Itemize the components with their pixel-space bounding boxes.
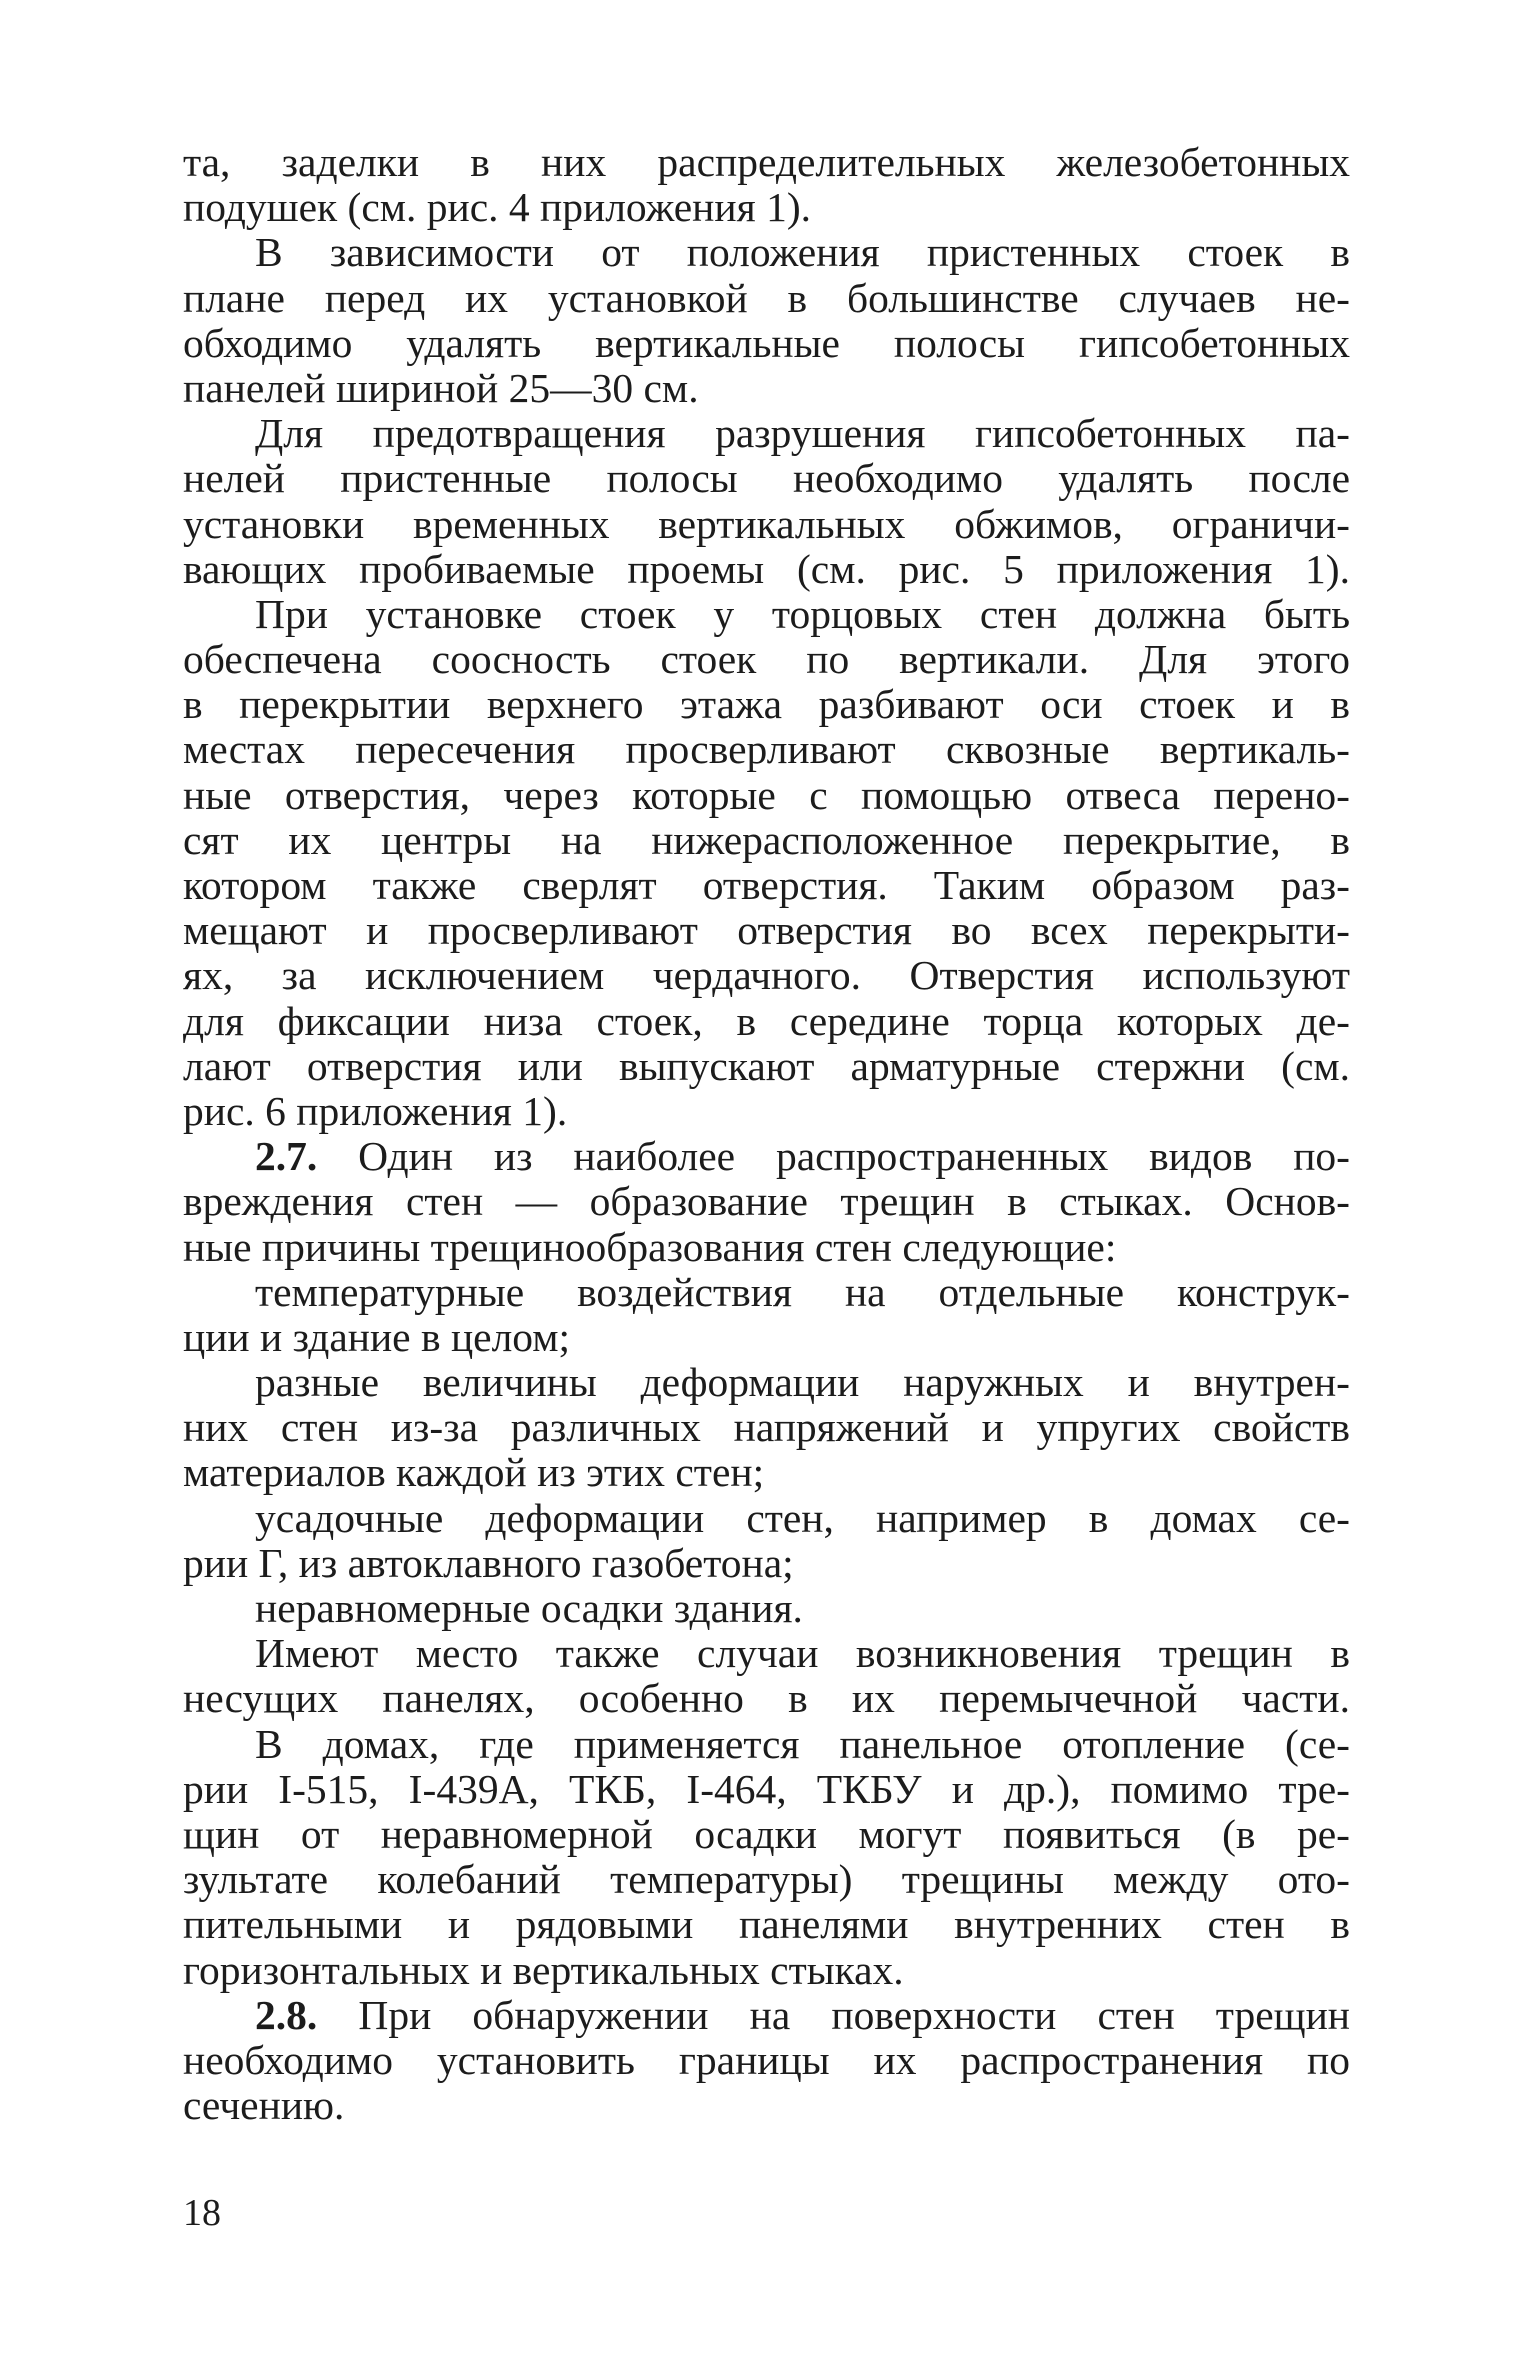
line-text: При установке стоек у торцовых стен должна быть: [255, 590, 1350, 637]
text-line: [183, 1948, 1350, 1993]
text-line: [183, 1450, 1350, 1495]
line-text: Для предотвращения разрушения гипсобетонных па-: [255, 410, 1350, 457]
text-line: [183, 276, 1350, 321]
line-text: рии Г, из автоклавного газобетона;: [183, 1539, 794, 1586]
text-line: [183, 1496, 1350, 1541]
line-text: разные величины деформации наружных и внутрен-: [255, 1359, 1350, 1406]
text-line: [183, 727, 1350, 772]
line-text: При обнаружении на поверхности стен трещин: [317, 1991, 1350, 2038]
text-line: [183, 637, 1350, 682]
text-line: [183, 1179, 1350, 1224]
line-text: нелей пристенные полосы необходимо удалять после: [183, 455, 1350, 502]
line-text: усадочные деформации стен, например в домах се-: [255, 1494, 1350, 1541]
line-text: материалов каждой из этих стен;: [183, 1449, 765, 1496]
text-line: [183, 502, 1350, 547]
section-number: 2.7.: [255, 1133, 318, 1180]
text-line: [183, 1902, 1350, 1947]
text-line: [183, 1812, 1350, 1857]
line-text: сят их центры на нижерасположенное перекрытие, в: [183, 816, 1350, 863]
text-line: [183, 1993, 1350, 2038]
text-line: [183, 1676, 1350, 1721]
text-line: [183, 1044, 1350, 1089]
line-text: ях, за исключением чердачного. Отверстия используют: [183, 952, 1350, 999]
line-text: Один из наиболее распространенных видов по-: [317, 1133, 1350, 1180]
line-text: ции и здание в целом;: [183, 1313, 571, 1360]
line-text: щин от неравномерной осадки могут появиться (в ре-: [183, 1810, 1350, 1857]
line-text: обеспечена соосность стоек по вертикали. Для этого: [183, 636, 1350, 683]
text-line: [183, 1405, 1350, 1450]
line-text: Имеют место также случаи возникновения трещин в: [255, 1630, 1350, 1677]
section-number: 2.8.: [255, 1991, 318, 2038]
text-line: [183, 1225, 1350, 1270]
text-line: [183, 1722, 1350, 1767]
text-line: [183, 366, 1350, 411]
line-text: установки временных вертикальных обжимов, ограничи-: [183, 500, 1350, 547]
page-number: 18: [183, 2192, 221, 2234]
text-line: [183, 1857, 1350, 1902]
line-text: местах пересечения просверливают сквозные вертикаль-: [183, 726, 1350, 773]
text-line: [183, 230, 1350, 275]
text-line: [183, 592, 1350, 637]
text-line: [183, 1134, 1350, 1179]
line-text: необходимо установить границы их распространения по: [183, 2036, 1350, 2083]
line-text: для фиксации низа стоек, в середине торца которых де-: [183, 997, 1350, 1044]
line-text: рис. 6 приложения 1).: [183, 1087, 568, 1134]
text-line: [183, 773, 1350, 818]
text-line: [183, 1315, 1350, 1360]
text-line: [183, 863, 1350, 908]
text-line: [183, 953, 1350, 998]
text-line: [183, 321, 1350, 366]
text-line: [183, 140, 1350, 185]
text-line: [183, 547, 1350, 592]
text-line: [183, 1586, 1350, 1631]
text-line: [183, 818, 1350, 863]
line-text: вреждения стен — образование трещин в стыках. Основ-: [183, 1178, 1350, 1225]
line-text: котором также сверлят отверстия. Таким образом раз-: [183, 862, 1350, 908]
text-line: [183, 2038, 1350, 2083]
text-line: [183, 1360, 1350, 1405]
line-text: рии I-515, I-439А, ТКБ, I-464, ТКБУ и др.), помимо тре-: [183, 1765, 1350, 1812]
line-text: сечению.: [183, 2082, 345, 2129]
text-line: [183, 1089, 1350, 1134]
line-text: панелей шириной 25—30 см.: [183, 364, 699, 411]
line-text: лают отверстия или выпускают арматурные стержни (см.: [183, 1042, 1350, 1089]
text-line: [183, 999, 1350, 1044]
line-text: горизонтальных и вертикальных стыках.: [183, 1946, 904, 1993]
text-line: [183, 908, 1350, 953]
line-text: в перекрытии верхнего этажа разбивают оси стоек и в: [183, 681, 1350, 728]
line-text: подушек (см. рис. 4 приложения 1).: [183, 184, 812, 231]
line-text: ные причины трещинообразования стен следующие:: [183, 1223, 1117, 1270]
line-text: В домах, где применяется панельное отопление (се-: [255, 1720, 1350, 1767]
text-line: [183, 2083, 1350, 2128]
line-text: них стен из-за различных напряжений и упругих свойств: [183, 1404, 1350, 1451]
text-line: [183, 456, 1350, 501]
text-line: [183, 1631, 1350, 1676]
line-text: вающих пробиваемые проемы (см. рис. 5 приложения 1).: [183, 545, 1350, 592]
line-text: та, заделки в них распределительных железобетонных: [183, 139, 1350, 185]
text-line: [183, 1767, 1350, 1812]
line-text: температурные воздействия на отдельные конструк-: [255, 1268, 1350, 1315]
text-line: [183, 185, 1350, 230]
text-line: [183, 1270, 1350, 1315]
line-text: зультате колебаний температуры) трещины между ото-: [183, 1856, 1350, 1903]
text-line: [183, 1541, 1350, 1586]
line-text: ные отверстия, через которые с помощью отвеса перено-: [183, 771, 1350, 818]
line-text: пительными и рядовыми панелями внутренних стен в: [183, 1901, 1350, 1948]
line-text: В зависимости от положения пристенных стоек в: [255, 229, 1350, 276]
line-text: мещают и просверливают отверстия во всех перекрыти-: [183, 907, 1350, 954]
text-line: [183, 411, 1350, 456]
page-body: [183, 140, 1350, 2128]
line-text: обходимо удалять вертикальные полосы гипсобетонных: [183, 319, 1350, 366]
line-text: плане перед их установкой в большинстве случаев не-: [183, 274, 1350, 321]
text-line: [183, 682, 1350, 727]
line-text: несущих панелях, особенно в их перемычечной части.: [183, 1675, 1350, 1722]
line-text: неравномерные осадки здания.: [255, 1585, 803, 1631]
